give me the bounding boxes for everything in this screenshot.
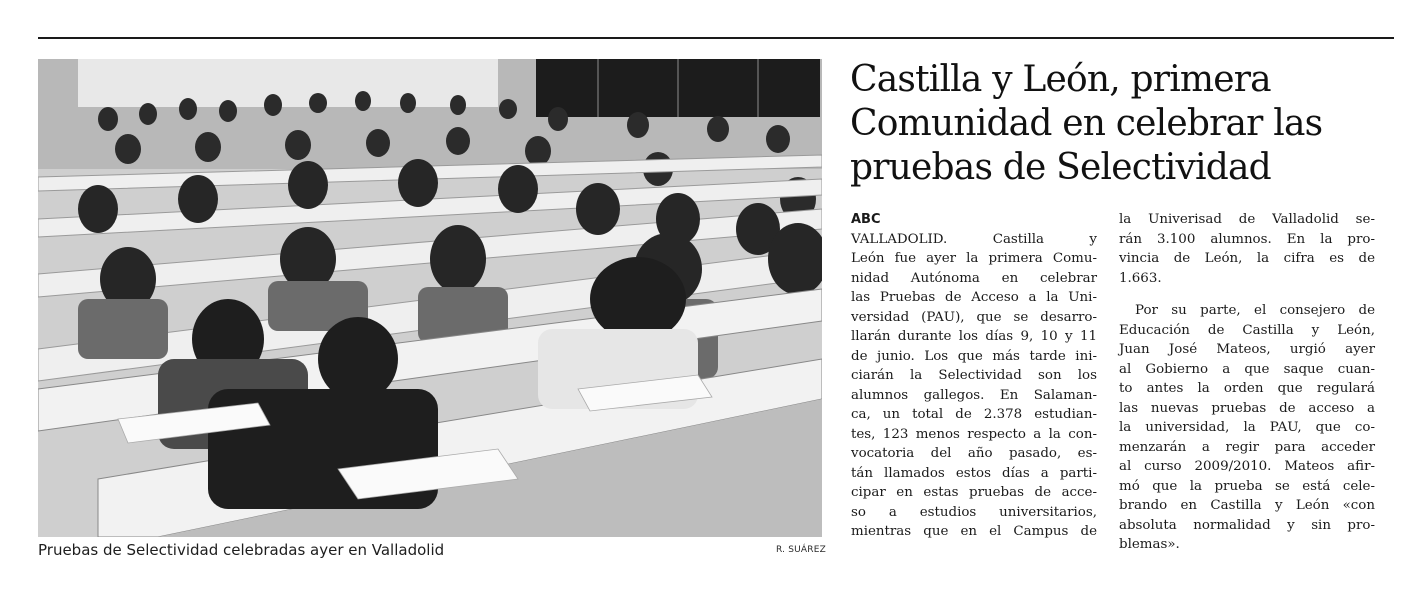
text-line: VALLADOLID. Castilla y (851, 231, 1097, 247)
headline-line: Castilla y León, primera (850, 59, 1271, 100)
text-line: vincia de León, la cifra es de (1119, 251, 1375, 266)
text-line: Educación de Castilla y León, (1119, 322, 1375, 338)
text-line: la Univerisad de Valladolid se- (1119, 212, 1375, 227)
article-column-1 (851, 210, 1097, 542)
text-line: de junio. Los que más tarde ini- (851, 348, 1097, 364)
top-rule (38, 37, 1394, 39)
text-line: alumnos gallegos. En Salaman- (851, 387, 1097, 403)
text-line: absoluta normalidad y sin pro- (1119, 517, 1375, 533)
text-line: so a estudios universitarios, (851, 504, 1097, 520)
text-line: ciarán la Selectividad son los (851, 368, 1097, 383)
text-line: blemas». (1119, 537, 1180, 552)
text-line: al Gobierno a que saque cuan- (1119, 361, 1375, 377)
text-line: llarán durante los días 9, 10 y 11 (851, 329, 1097, 344)
text-line: ca, un total de 2.378 estudian- (851, 407, 1097, 422)
photo-credit: R. SUÁREZ (775, 545, 826, 555)
text-line: Por su parte, el consejero de (1135, 303, 1375, 318)
text-line: las Pruebas de Acceso a la Uni- (851, 290, 1097, 305)
text-line: León fue ayer la primera Comu- (851, 251, 1097, 266)
article-column-2 (1119, 210, 1375, 555)
text-line: 1.663. (1119, 270, 1162, 286)
news-photo (38, 59, 822, 537)
text-line: mó que la prueba se está cele- (1119, 478, 1375, 494)
text-line: menzarán a regir para acceder (1119, 439, 1375, 455)
text-line: to antes la orden que regulará (1119, 381, 1375, 396)
headline-line: pruebas de Selectividad (850, 147, 1271, 188)
text-line: versidad (PAU), que se desarro- (851, 309, 1097, 325)
text-line: la universidad, la PAU, que co- (1119, 420, 1375, 435)
text-line: las nuevas pruebas de acceso a (1119, 400, 1375, 416)
classroom-illustration (38, 59, 822, 537)
text-line: rán 3.100 alumnos. En la pro- (1119, 231, 1375, 247)
headline-line: Comunidad en celebrar las (850, 103, 1323, 144)
text-line: vocatoria del año pasado, es- (851, 446, 1097, 461)
byline-signature: ABC (851, 212, 881, 227)
photo-caption: Pruebas de Selectividad celebradas ayer en Valladolid (38, 541, 445, 559)
text-line: mientras que en el Campus de (851, 524, 1097, 539)
text-line: Juan José Mateos, urgió ayer (1119, 342, 1375, 357)
headline (850, 58, 1400, 190)
text-line: al curso 2009/2010. Mateos afir- (1119, 459, 1375, 474)
text-line: brando en Castilla y León «con (1119, 498, 1375, 513)
text-line: cipar en estas pruebas de acce- (851, 485, 1097, 500)
text-line: tes, 123 menos respecto a la con- (851, 426, 1097, 442)
paragraph-gap (1119, 288, 1375, 301)
text-line: nidad Autónoma en celebrar (851, 270, 1097, 286)
text-line: tán llamados estos días a parti- (851, 465, 1097, 481)
